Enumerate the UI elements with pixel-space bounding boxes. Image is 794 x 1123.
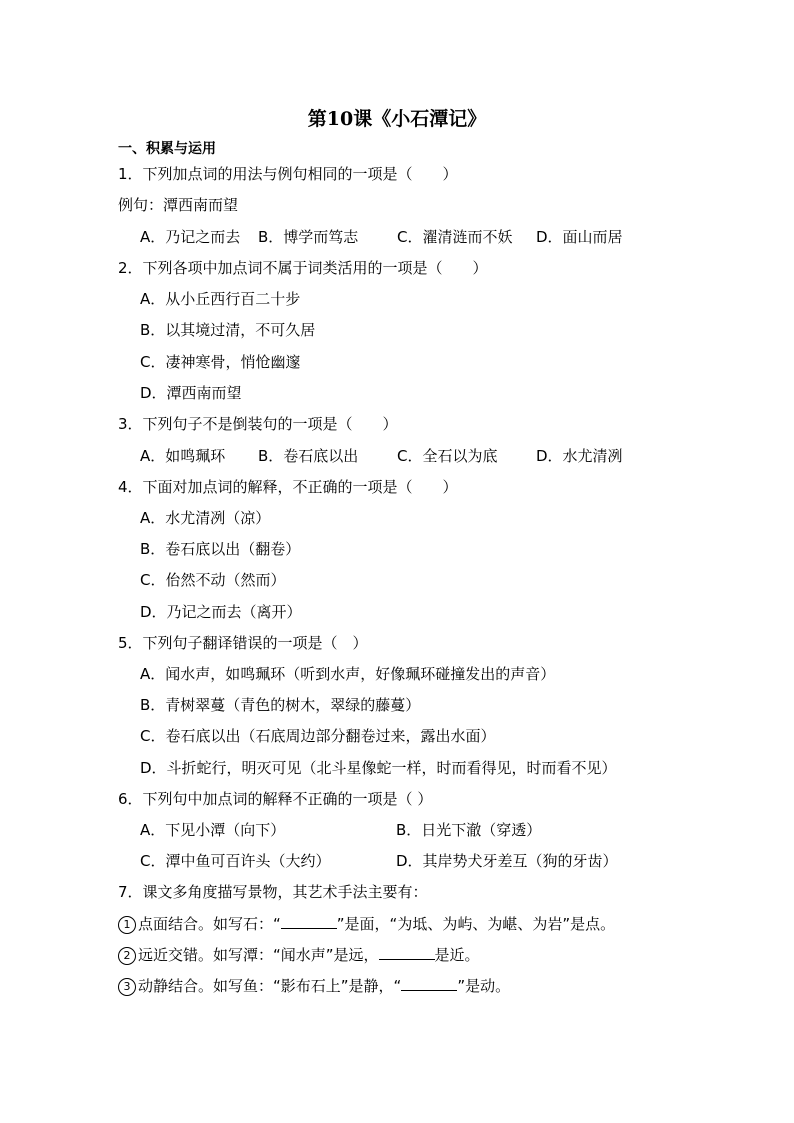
option-c: C．全石以为底 (397, 447, 498, 465)
question-7-item-2: 2 远近交错。如写潭：“闻水声”是远， 是近。 (118, 945, 480, 965)
option-d: D．斗折蛇行，明灭可见（北斗星像蛇一样，时而看得见，时而看不见） (140, 759, 617, 777)
option-a: A．水尤清冽（凉） (140, 509, 271, 527)
question-1-example: 例句：潭西南而望 (118, 196, 239, 214)
option-b: B．日光下澈（穿透） (396, 821, 542, 839)
question-6-stem: 6．下列句中加点词的解释不正确的一项是（ ） (118, 790, 433, 808)
answer-blank[interactable] (401, 976, 457, 991)
answer-blank[interactable] (281, 914, 337, 929)
section-heading: 一、积累与运用 (118, 141, 216, 157)
option-a: A．闻水声，如鸣珮环（听到水声，好像珮环碰撞发出的声音） (140, 665, 556, 683)
question-7-stem: 7．课文多角度描写景物，其艺术手法主要有： (118, 883, 428, 901)
option-a: A．从小丘西行百二十步 (140, 290, 301, 308)
option-c: C．潭中鱼可百许头（大约） (140, 852, 331, 870)
option-d: D．乃记之而去（离开） (140, 603, 302, 621)
option-b: B．卷石底以出 (258, 447, 359, 465)
question-4-stem: 4．下面对加点词的解释，不正确的一项是（ ） (118, 478, 458, 496)
question-2-stem: 2．下列各项中加点词不属于词类活用的一项是（ ） (118, 259, 488, 277)
option-a: A．下见小潭（向下） (140, 821, 286, 839)
page-title: 第10课《小石潭记》 (307, 108, 487, 130)
option-d: D．潭西南而望 (140, 384, 242, 402)
option-a: A．乃记之而去 (140, 228, 241, 246)
question-7-item-1: 1 点面结合。如写石：“ ”是面，“为坻、为屿、为嵁、为岩”是点。 (118, 914, 615, 934)
question-5-stem: 5．下列句子翻译错误的一项是（ ） (118, 634, 368, 652)
option-c: C．凄神寒骨，悄怆幽邃 (140, 353, 301, 371)
question-7-item-3: 3 动静结合。如写鱼：“影布石上”是静，“ ”是动。 (118, 976, 510, 996)
option-b: B．卷石底以出（翻卷） (140, 540, 301, 558)
option-b: B．以其境过清，不可久居 (140, 321, 316, 339)
circled-number: 1 (118, 916, 136, 934)
option-c: C．佁然不动（然而） (140, 571, 286, 589)
option-d: D．面山而居 (536, 228, 623, 246)
option-d: D．其岸势犬牙差互（狗的牙齿） (396, 852, 618, 870)
option-b: B．青树翠蔓（青色的树木，翠绿的藤蔓） (140, 696, 421, 714)
answer-blank[interactable] (379, 945, 435, 960)
option-c: C．濯清涟而不妖 (397, 228, 513, 246)
option-b: B．博学而笃志 (258, 228, 359, 246)
circled-number: 3 (118, 978, 136, 996)
question-1-stem: 1．下列加点词的用法与例句相同的一项是（ ） (118, 165, 458, 183)
option-c: C．卷石底以出（石底周边部分翻卷过来，露出水面） (140, 727, 496, 745)
option-a: A．如鸣珮环 (140, 447, 226, 465)
question-3-stem: 3．下列句子不是倒装句的一项是（ ） (118, 415, 398, 433)
circled-number: 2 (118, 947, 136, 965)
option-d: D．水尤清冽 (536, 447, 623, 465)
